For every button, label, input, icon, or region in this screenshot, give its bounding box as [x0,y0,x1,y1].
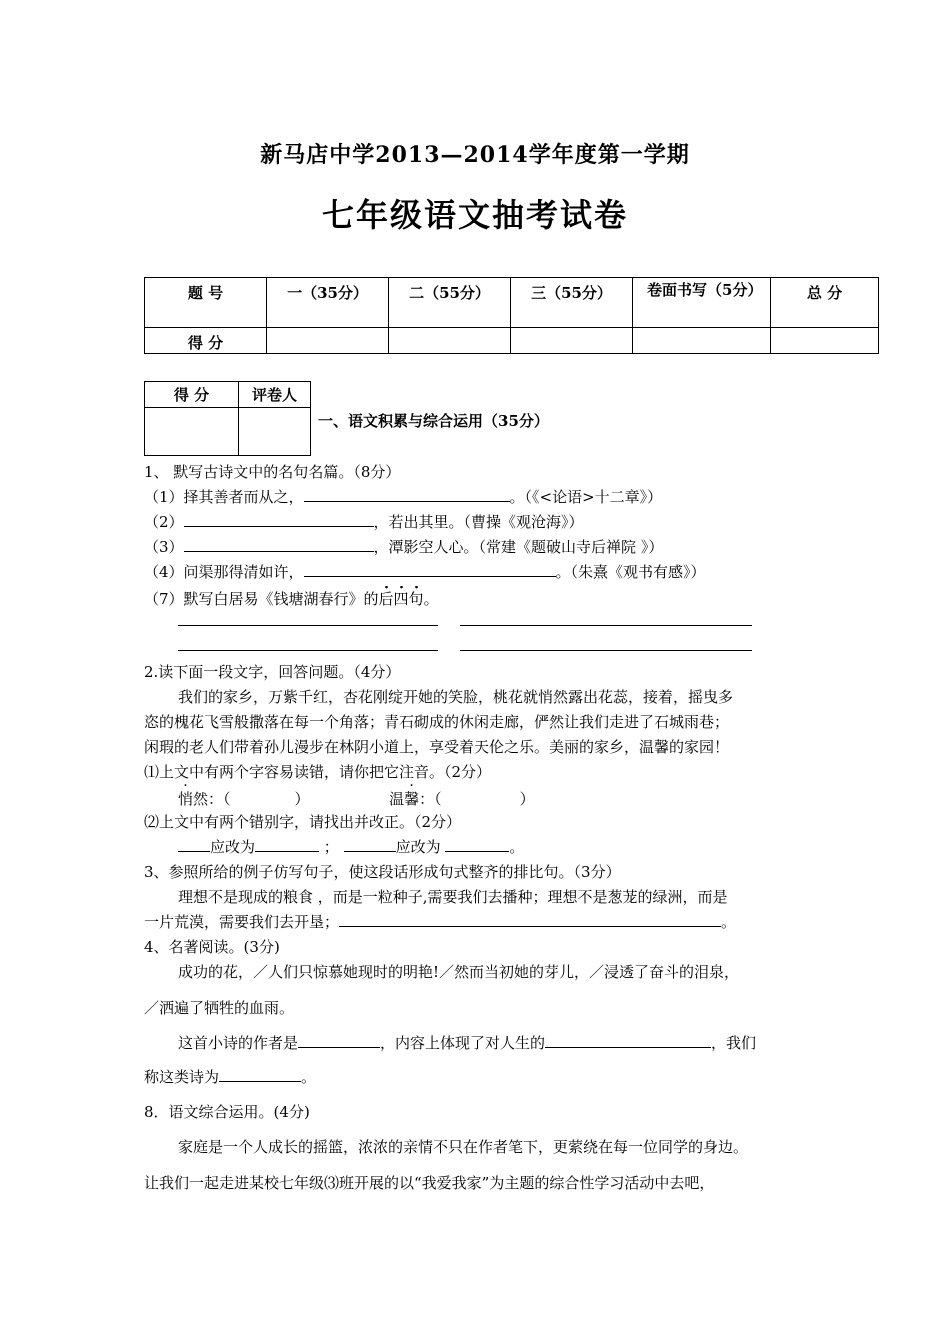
q2-period: 。 [509,838,525,856]
q1-answer-1[interactable] [304,487,510,502]
q1-line-3 [144,536,663,557]
q1-l7-text: （7）默写白居易《钱塘湖春行》的 [144,590,379,608]
q2-paren-close-1: ） [294,790,310,808]
q1-l7-emphasis: 后四句 [379,586,424,608]
q2-sub-2-answers [178,836,524,857]
q1-l2-text: （2） [144,513,184,531]
q2-para-2: 恣的槐花飞雪般撒落在每一个角落；青石砌成的休闲走廊，俨然让我们走进了石城雨巷； [144,713,730,731]
score-cell-total[interactable] [771,328,879,354]
q2-wrong-char-1[interactable] [178,837,210,852]
q8-para-2: 让我们一起走进某校七年级⑶班开展的以“我爱我家”为主题的综合性学习活动中去吧， [144,1174,715,1192]
q4-content-input[interactable] [545,1033,711,1048]
q1-line-1 [144,486,662,507]
q1-l7-end: 。 [423,590,439,608]
q2-separator: ； [323,838,339,856]
q3-para-2-text: 一片荒漠，需要我们去开垦； [144,913,340,931]
q2-wrong-char-2[interactable] [344,837,396,852]
exam-title: 七年级语文抽考试卷 [321,196,628,234]
school-line: 新马店中学2013—2014学年度第一学期 [260,142,690,168]
grader-name-label: 评卷人 [239,382,311,408]
score-table-row-label: 得 分 [145,328,267,354]
section1-title: 一、语文积累与综合运用（35分） [318,412,549,430]
q2-correct-char-1[interactable] [255,837,319,852]
q1-answer-3[interactable] [184,537,374,552]
q4-ask-2 [144,1066,316,1087]
q8-para-1: 家庭是一个人成长的摇篮，浓浓的亲情不只在作者笔下，更萦绕在每一位同学的身边。 [178,1138,749,1156]
q2-paren-close-2: ） [519,790,535,808]
score-table-header-cell: 二（55分） [389,278,511,328]
q1-line-4 [144,561,706,582]
score-table-header-cell: 总 分 [771,278,879,328]
q2-char-xin: 馨 [404,790,420,808]
q4-ask-1 [178,1032,756,1053]
q4-type-input[interactable] [219,1067,301,1082]
score-cell-4[interactable] [633,328,771,354]
score-table-header-cell: 一（35分） [267,278,389,328]
q2-paren-open-2: ：（ [419,790,442,808]
q3-answer[interactable] [339,912,721,927]
q3-period: 。 [721,913,737,931]
q2-sub-1-answers [178,788,535,809]
q8-stem: 8．语文综合运用。(4分) [144,1103,310,1121]
q2-stem: 2.读下面一段文字，回答问题。（4分） [144,663,401,681]
q4-ask-content: ，内容上体现了对人生的 [380,1034,546,1052]
q4-poem-1: 成功的花，／人们只惊慕她现时的明艳!／然而当初她的芽儿，／浸透了奋斗的泪泉， [178,963,740,981]
q2-char-qiao: 悄 [178,790,194,808]
q3-para-2 [144,911,736,932]
q2-sub-1: ⑴上文中有两个字容易读错，请你把它注音。（2分） [144,763,492,781]
grader-score-cell[interactable] [145,408,239,456]
q1-l1-source: 。（《<论语>十二章》） [509,488,663,506]
q1-answer-2[interactable] [184,512,374,527]
q2-correct-char-2[interactable] [445,837,509,852]
q2-char-ran: 然：（ [193,790,231,808]
q4-ask-author: 这首小诗的作者是 [178,1034,299,1052]
grader-box [144,381,311,456]
q1-l1-text: （1）择其善者而从之， [144,488,304,506]
q4-poem-2: ／洒遍了牺牲的血雨。 [144,999,295,1017]
q1-poem-line-4[interactable] [460,650,752,651]
score-cell-3[interactable] [511,328,633,354]
score-table-header-cell: 题 号 [145,278,267,328]
q1-poem-line-2[interactable] [460,625,752,626]
q1-l4-text: （4）问渠那得清如许， [144,563,304,581]
score-table-header-cell: 卷面书写（5分） [633,278,771,328]
q4-ask-type: 称这类诗为 [144,1068,220,1086]
q1-answer-4[interactable] [304,562,556,577]
q1-poem-line-3[interactable] [178,650,438,651]
q1-l3-source: ，潭影空人心。（常建《题破山寺后禅院 》） [373,538,664,556]
q1-l4-source: 。（朱熹《观书有感》） [555,563,706,581]
q1-line-2 [144,511,584,532]
score-cell-1[interactable] [267,328,389,354]
q1-l3-text: （3） [144,538,184,556]
q1-stem: 1、 默写古诗文中的名句名篇。（8分） [144,463,401,481]
q3-para-1: 理想不是现成的粮食 ，而是一粒种子,需要我们去播种；理想不是葱茏的绿洲，而是 [178,888,728,906]
q4-author-input[interactable] [298,1033,380,1048]
q2-should-be-1: 应改为 [210,838,256,856]
score-table [144,277,879,354]
score-table-header-cell: 三（55分） [511,278,633,328]
q4-period: 。 [301,1068,317,1086]
q1-line-7 [144,588,439,609]
q1-l2-source: ，若出其里。（曹操《观沧海》） [373,513,584,531]
q2-para-3: 闲瑕的老人们带着孙儿漫步在林阴小道上，享受着天伦之乐。美丽的家乡，温馨的家园！ [144,738,730,756]
q1-poem-line-1[interactable] [178,625,438,626]
q4-stem: 4、名著阅读。(3分) [144,938,280,956]
q2-para-1: 我们的家乡，万紫千红，杏花刚绽开她的笑脸，桃花就悄然露出花蕊，接着，摇曳多 [178,688,734,706]
q2-sub-2: ⑵上文中有两个错别字，请找出并改正。（2分） [144,813,462,831]
q2-char-wen: 温 [389,790,405,808]
grader-score-label: 得 分 [145,382,239,408]
score-cell-2[interactable] [389,328,511,354]
q4-ask-we: ，我们 [711,1034,757,1052]
grader-name-cell[interactable] [239,408,311,456]
q2-should-be-2: 应改为 [395,838,441,856]
q3-stem: 3、参照所给的例子仿写句子，使这段话形成句式整齐的排比句。（3分） [144,863,621,881]
